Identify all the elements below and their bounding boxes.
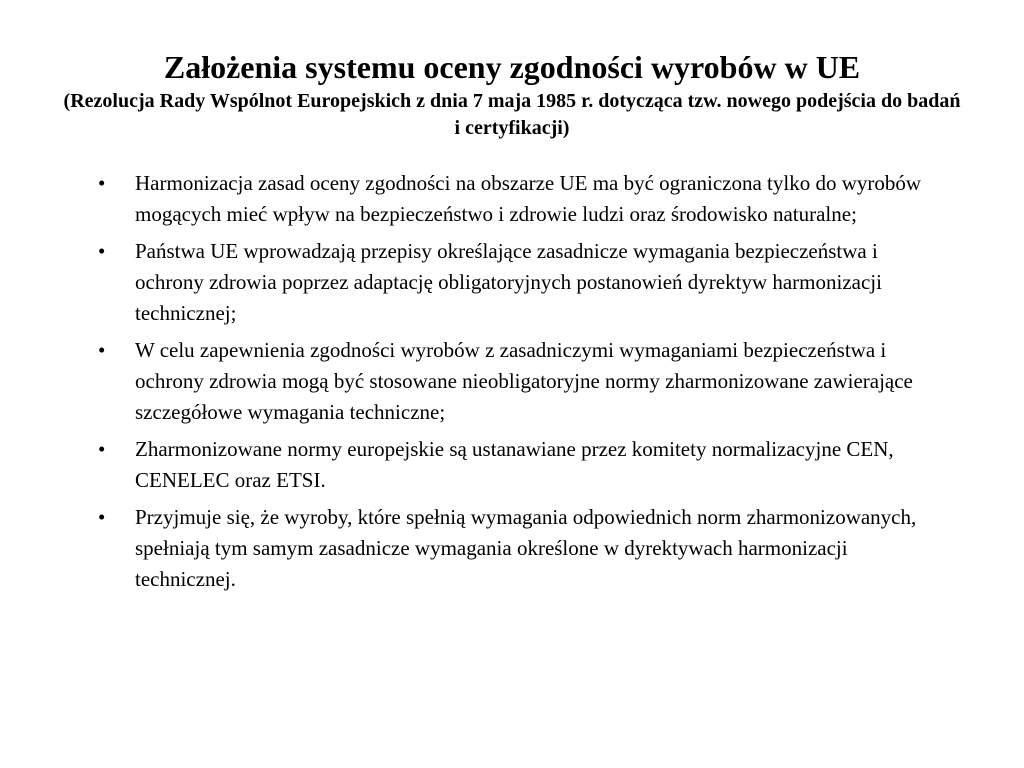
bullet-item-2	[98, 236, 948, 329]
bullet-icon: •	[98, 437, 106, 461]
bullet-item-3	[98, 335, 948, 428]
bullet-text: Przyjmuje się, że wyroby, które spełnią wymagania odpowiednich norm zharmonizowanych, spełniają tym samym zasadnicze wymagania określone w dyrektywach harmonizacji technicznej.	[135, 505, 917, 591]
bullet-item-5	[98, 502, 948, 595]
bullet-icon: •	[98, 239, 106, 263]
bullet-list	[98, 168, 948, 601]
bullet-icon: •	[98, 505, 106, 529]
bullet-text: Państwa UE wprowadzają przepisy określające zasadnicze wymagania bezpieczeństwa i ochrony zdrowia poprzez adaptację obligatoryjnych postanowień dyrektyw harmonizacji technicznej;	[135, 239, 882, 325]
bullet-item-4	[98, 434, 948, 496]
bullet-text: Zharmonizowane normy europejskie są ustanawiane przez komitety normalizacyjne CEN, CENELEC oraz ETSI.	[135, 437, 894, 492]
bullet-item-1	[98, 168, 948, 230]
title-block	[60, 47, 964, 142]
bullet-text: W celu zapewnienia zgodności wyrobów z zasadniczymi wymaganiami bezpieczeństwa i ochrony zdrowia mogą być stosowane nieobligatoryjne normy zharmonizowane zawierające szczegółowe wymagania techniczne;	[135, 338, 913, 424]
bullet-icon: •	[98, 338, 106, 362]
bullet-text: Harmonizacja zasad oceny zgodności na obszarze UE ma być ograniczona tylko do wyrobów mogących mieć wpływ na bezpieczeństwo i zdrowie ludzi oraz środowisko naturalne;	[135, 171, 922, 226]
slide-subtitle: (Rezolucja Rady Wspólnot Europejskich z dnia 7 maja 1985 r. dotycząca tzw. nowego podejścia do badań i certyfikacji)	[63, 90, 961, 139]
bullet-icon: •	[98, 171, 106, 195]
slide-title: Założenia systemu oceny zgodności wyrobów w UE	[163, 49, 861, 85]
